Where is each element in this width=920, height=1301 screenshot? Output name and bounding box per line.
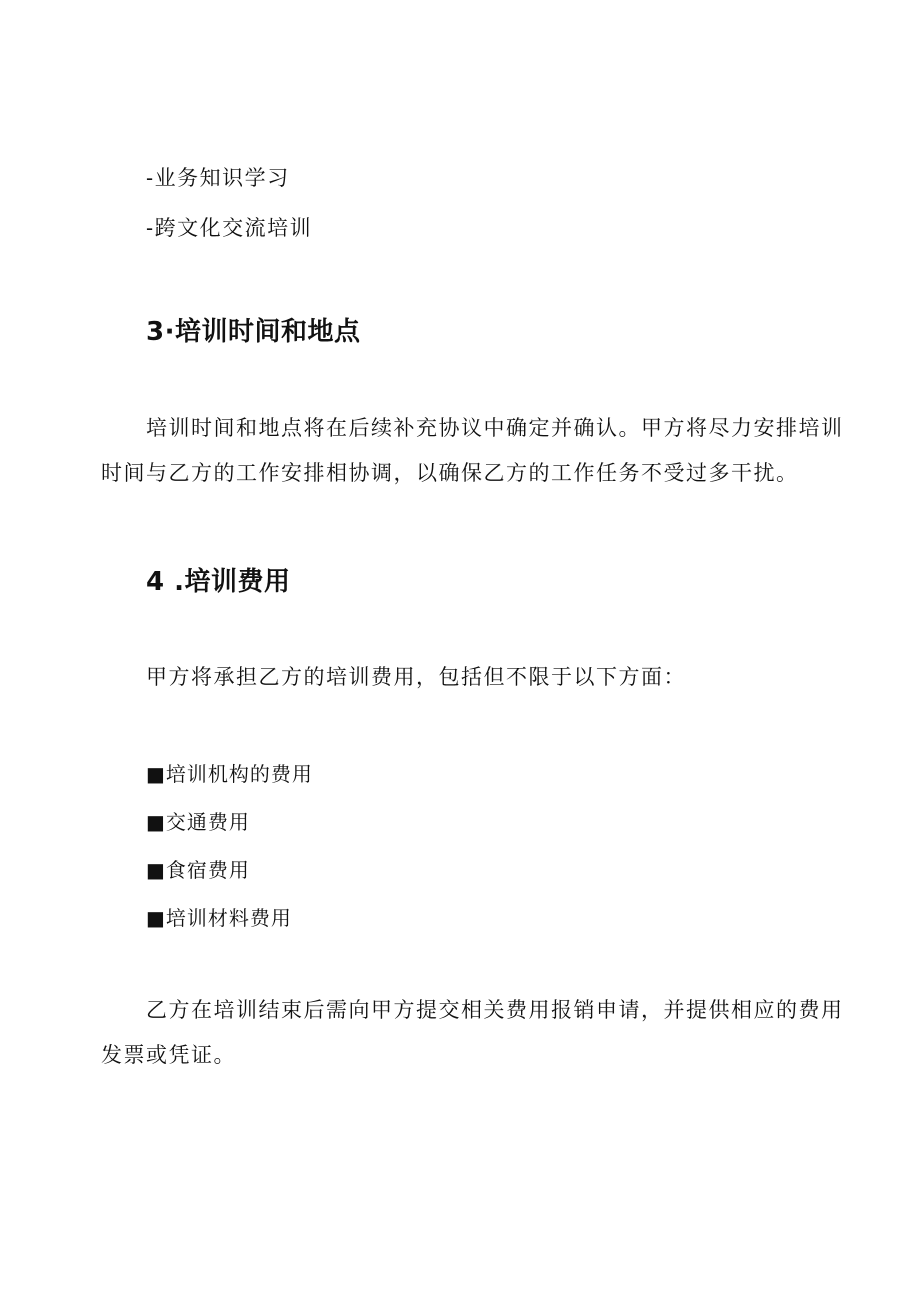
bullet-item: ■培训材料费用: [146, 906, 292, 930]
paragraph-line: 乙方在培训结束后需向甲方提交相关费用报销申请，并提供相应的费用: [146, 998, 844, 1022]
dash-item: -业务知识学习: [146, 166, 290, 190]
section-heading-training-fees: 4 .培训费用: [146, 567, 291, 597]
section-heading-training-time-location: 3·培训时间和地点: [146, 317, 361, 347]
bullet-item: ■交通费用: [146, 810, 250, 834]
dash-item: -跨文化交流培训: [146, 216, 313, 240]
paragraph-line: 时间与乙方的工作安排相协调，以确保乙方的工作任务不受过多干扰。: [101, 461, 799, 485]
paragraph-line: 发票或凭证。: [101, 1043, 236, 1067]
bullet-item: ■培训机构的费用: [146, 762, 313, 786]
paragraph-line: 培训时间和地点将在后续补充协议中确定并确认。甲方将尽力安排培训: [146, 416, 844, 440]
bullet-item: ■食宿费用: [146, 858, 250, 882]
paragraph-line: 甲方将承担乙方的培训费用，包括但不限于以下方面：: [146, 665, 686, 689]
